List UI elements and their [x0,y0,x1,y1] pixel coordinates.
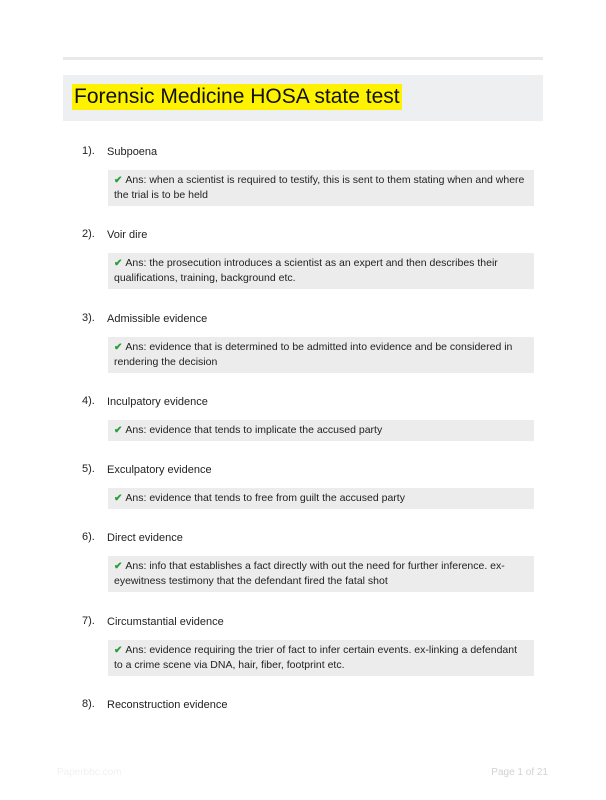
answer-box [108,640,534,676]
answer-box [108,253,534,289]
question-term: Direct evidence [107,532,183,544]
question-term: Circumstantial evidence [107,616,224,628]
question-term: Reconstruction evidence [107,699,228,711]
answer-text: Ans: when a scientist is required to testify, this is sent to them stating when and where the trial is to be held [114,174,525,201]
question-number: 4). [82,395,95,407]
answer-text: Ans: evidence that tends to free from guilt the accused party [125,492,405,504]
question-number: 2). [82,228,95,240]
title-banner [63,75,543,121]
answer-text: Ans: evidence requiring the trier of fact to infer certain events. ex-linking a defendant to a crime scene via DNA, hair, fiber, footprint etc. [114,644,518,671]
question-number: 3). [82,312,95,324]
question-term: Inculpatory evidence [107,396,208,408]
answer-text: Ans: evidence that is determined to be admitted into evidence and be considered in rendering the decision [114,341,513,368]
check-icon: ✔ [114,561,123,572]
question-number: 5). [82,463,95,475]
answer-text: Ans: info that establishes a fact directly with out the need for further inference. ex-eyewitness testimony that the defendant fired the fatal shot [114,560,505,587]
check-icon: ✔ [114,342,123,353]
answer-box [108,170,534,206]
question-number: 7). [82,615,95,627]
question-term: Voir dire [107,229,148,241]
question-term: Exculpatory evidence [107,464,212,476]
top-divider [63,57,543,60]
question-number: 6). [82,531,95,543]
question-term: Subpoena [107,146,158,158]
question-number: 1). [82,145,95,157]
answer-box [108,488,534,509]
check-icon: ✔ [114,425,123,436]
check-icon: ✔ [114,493,123,504]
check-icon: ✔ [114,258,123,269]
answer-box [108,420,534,441]
question-term: Admissible evidence [107,313,208,325]
check-icon: ✔ [114,175,123,186]
answer-box [108,337,534,373]
question-number: 8). [82,698,95,710]
page-indicator: Page 1 of 21 [491,767,548,778]
check-icon: ✔ [114,645,123,656]
document-title: Forensic Medicine HOSA state test [74,85,400,108]
answer-text: Ans: evidence that tends to implicate the accused party [125,424,383,436]
footer-watermark: Paperbbc.com [57,767,122,778]
answer-text: Ans: the prosecution introduces a scientist as an expert and then describes their qualifications, training, background etc. [114,257,498,284]
answer-box [108,556,534,592]
